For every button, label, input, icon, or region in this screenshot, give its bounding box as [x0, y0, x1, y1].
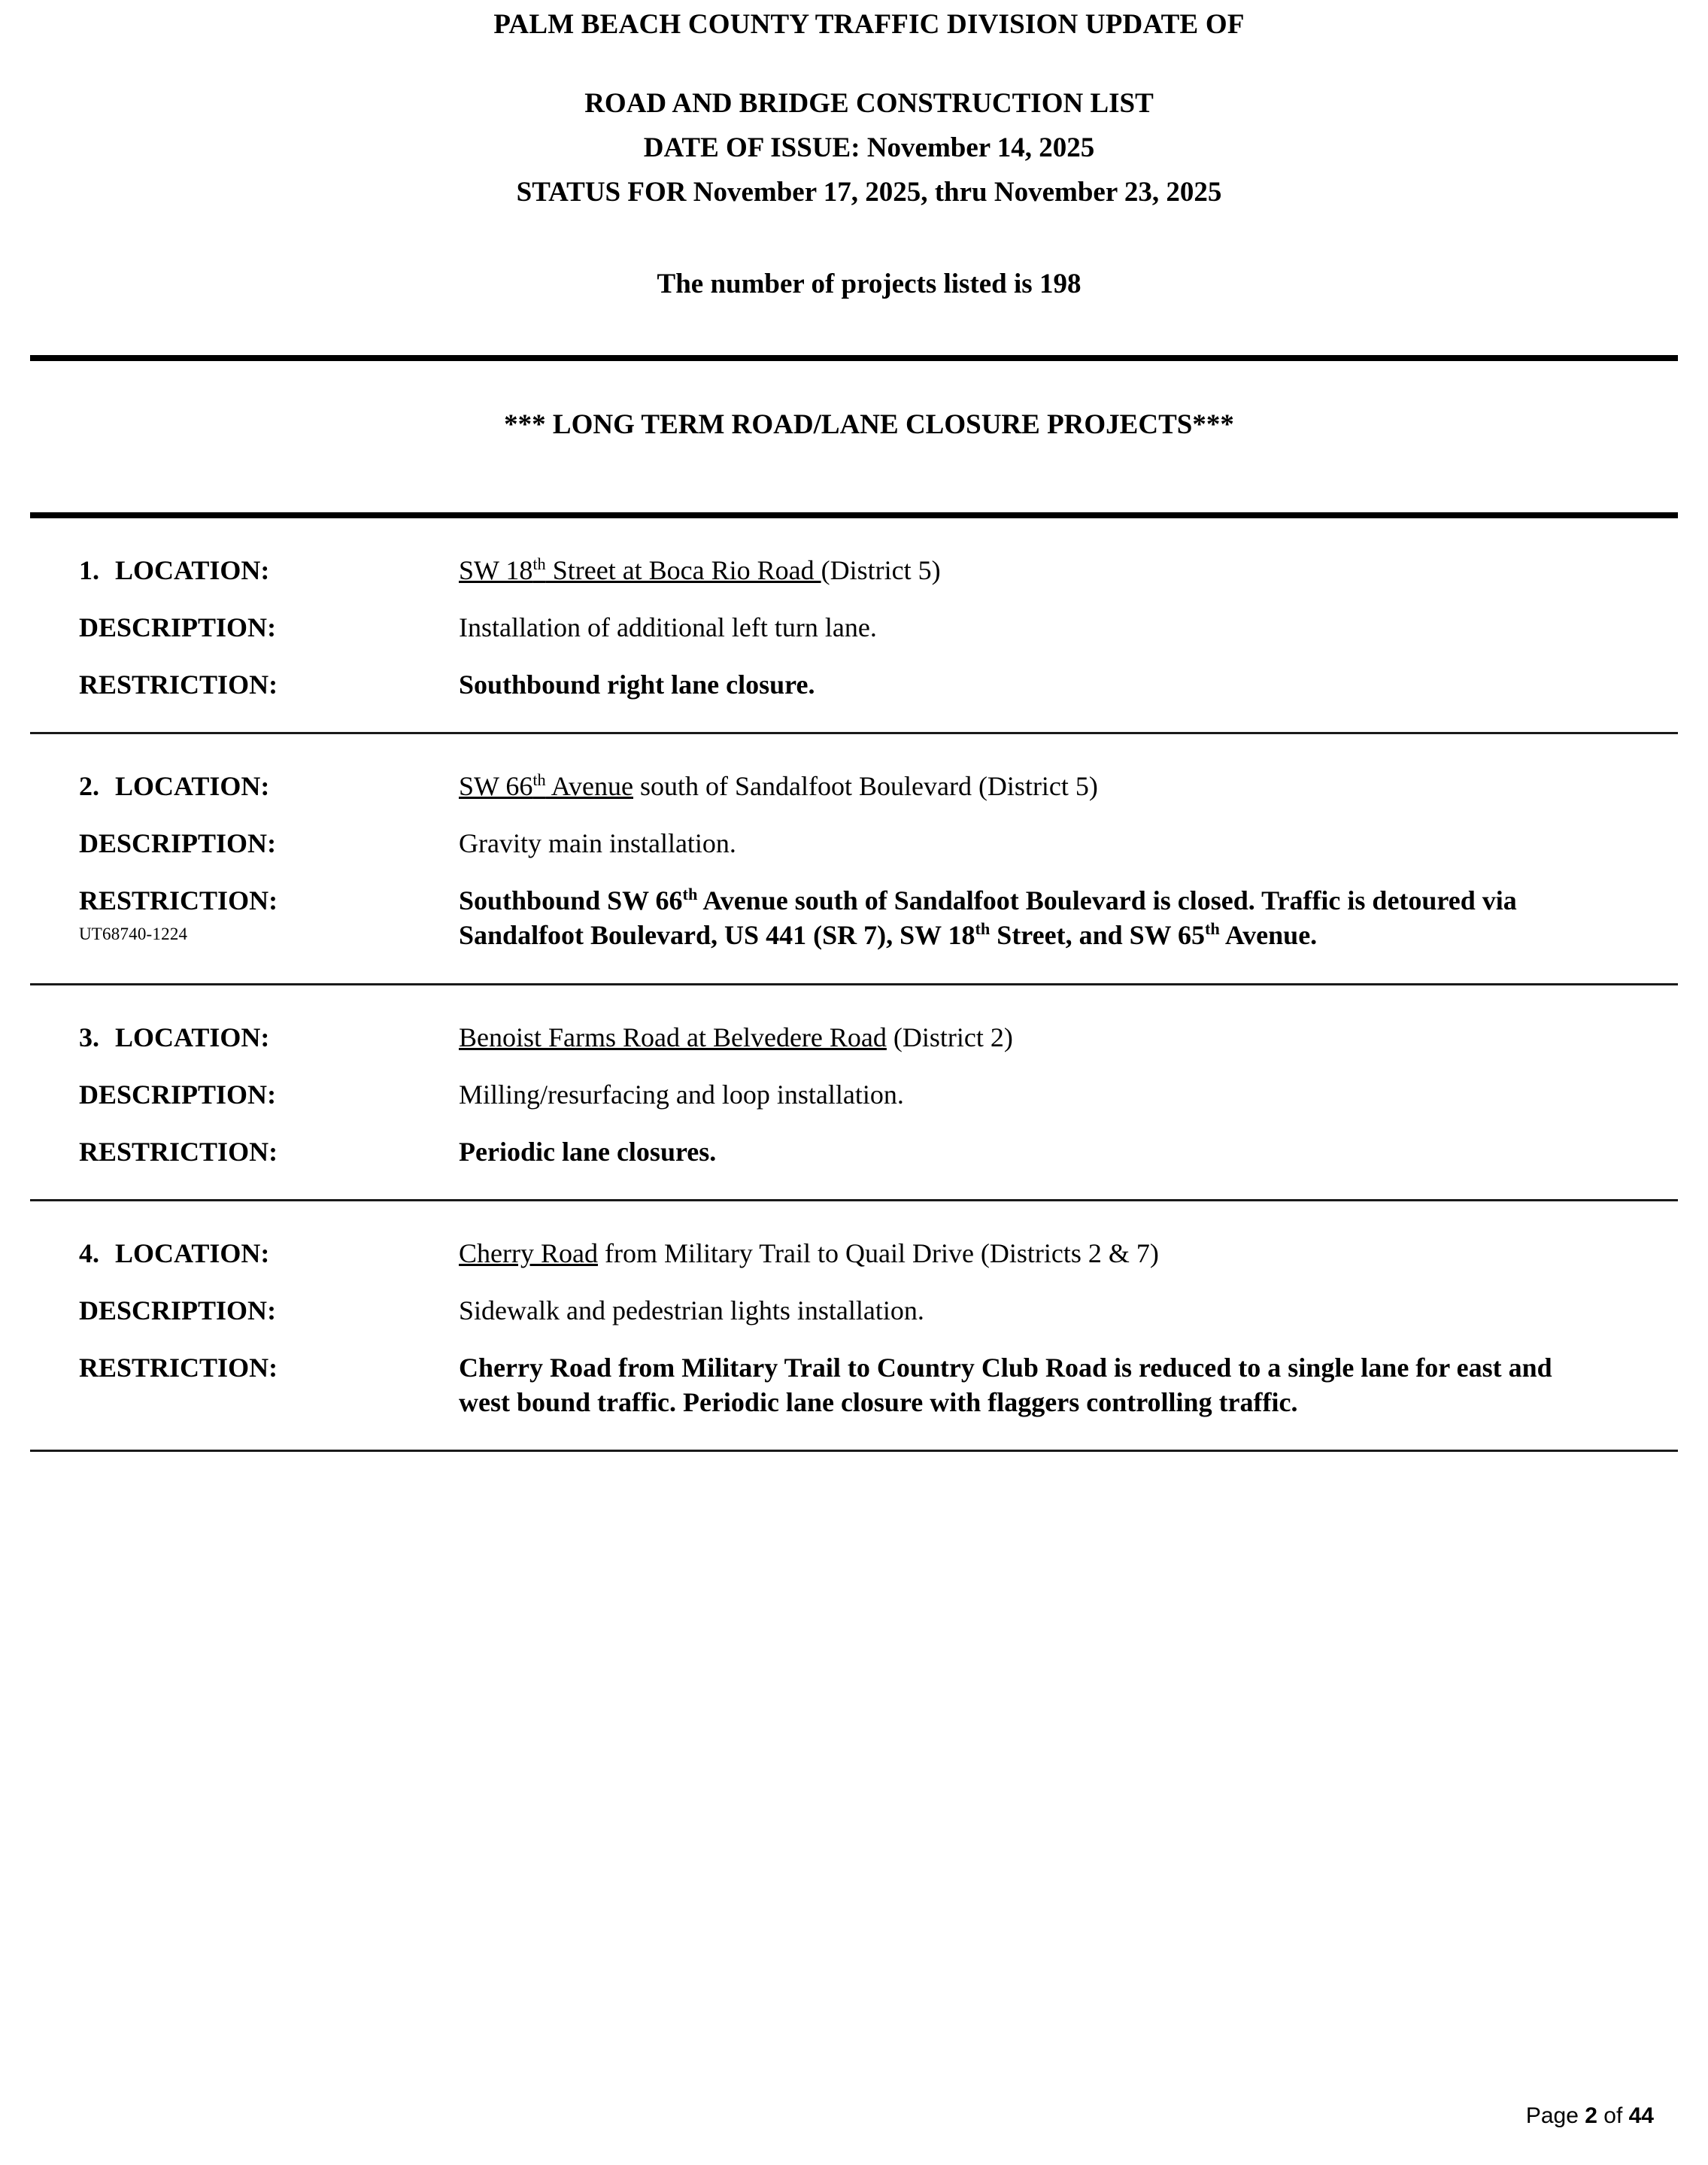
ordinal-suffix: th — [532, 770, 546, 790]
label-colon: : — [260, 1022, 270, 1052]
location-underlined: Cherry Road — [459, 1237, 598, 1268]
divider-thick-below-section-heading — [30, 512, 1678, 518]
restriction-row — [30, 883, 1678, 952]
restriction-label-text: RESTRICTION — [79, 1136, 269, 1167]
location-label-text: LOCATION — [115, 1022, 261, 1052]
restriction-value: Periodic lane closures. — [459, 1136, 717, 1167]
restriction-label — [30, 1134, 459, 1169]
footer-total-pages: 44 — [1628, 2103, 1654, 2128]
document-title-sub: ROAD AND BRIDGE CONSTRUCTION LIST — [584, 88, 1154, 119]
date-of-issue-label: DATE OF ISSUE: — [643, 132, 860, 163]
entry-number: 4. — [79, 1237, 99, 1268]
location-plain: from Military Trail to Quail Drive (Districts 2 & 7) — [597, 1237, 1159, 1268]
footer-middle: of — [1597, 2103, 1629, 2128]
description-label — [30, 826, 459, 861]
label-colon: : — [268, 885, 278, 916]
restriction-reference-number: UT68740-1224 — [79, 925, 188, 944]
description-label — [30, 1293, 459, 1328]
divider-thick-top — [30, 355, 1678, 361]
ordinal-suffix: th — [1205, 919, 1220, 939]
entry-number: 1. — [79, 555, 99, 585]
restriction-row — [30, 1350, 1678, 1420]
restriction-label — [30, 1350, 459, 1385]
document-title-main: PALM BEACH COUNTY TRAFFIC DIVISION UPDATE OF — [493, 9, 1245, 40]
location-value — [459, 1020, 1594, 1055]
footer-current-page: 2 — [1585, 2103, 1597, 2128]
label-colon: : — [268, 670, 278, 700]
project-entry — [30, 518, 1678, 732]
location-label-text: LOCATION — [115, 1237, 261, 1268]
description-row — [30, 610, 1678, 645]
description-value: Sidewalk and pedestrian lights installation. — [459, 1295, 924, 1325]
location-label — [30, 1236, 459, 1271]
location-row — [30, 553, 1678, 588]
description-value: Installation of additional left turn lane. — [459, 612, 877, 643]
label-colon: : — [260, 1237, 270, 1268]
document-header — [0, 0, 1708, 298]
location-underlined: SW 66th Avenue — [459, 770, 634, 802]
project-entry — [30, 734, 1678, 982]
project-count-line: The number of projects listed is 198 — [657, 269, 1082, 299]
entries-list — [0, 518, 1708, 1452]
restriction-value: Southbound SW 66th Avenue south of Sandalfoot Boulevard is closed. Traffic is detoured via Sandalfoot Boulevard, US 441 (SR 7), SW 18th Street, and SW 65th Avenue. — [459, 885, 1517, 951]
entry-number: 3. — [79, 1022, 99, 1052]
label-colon: : — [268, 1136, 278, 1167]
location-plain: south of Sandalfoot Boulevard (District 5) — [633, 771, 1098, 802]
ordinal-suffix: th — [532, 554, 546, 573]
label-colon: : — [260, 555, 270, 585]
location-label — [30, 1020, 459, 1055]
restriction-label — [30, 667, 459, 702]
location-plain: (District 5) — [821, 555, 941, 585]
location-row — [30, 769, 1678, 803]
restriction-value: Cherry Road from Military Trail to Country Club Road is reduced to a single lane for east and west bound traffic. Periodic lane closure with flaggers controlling traffic. — [459, 1352, 1552, 1418]
location-label — [30, 769, 459, 803]
project-entry — [30, 1201, 1678, 1450]
description-label-text: DESCRIPTION — [79, 1079, 268, 1110]
location-underlined: SW 18th Street at Boca Rio Road — [459, 554, 821, 585]
status-for-value: November 17, 2025, thru November 23, 2025 — [686, 177, 1222, 208]
description-label — [30, 1077, 459, 1112]
label-colon: : — [267, 1295, 277, 1325]
description-row — [30, 1293, 1678, 1328]
restriction-label — [30, 883, 459, 945]
label-colon: : — [267, 1079, 277, 1110]
project-entry — [30, 985, 1678, 1199]
restriction-label-text: RESTRICTION — [79, 1352, 269, 1383]
location-label — [30, 553, 459, 588]
description-row — [30, 826, 1678, 861]
page-footer — [1526, 2103, 1654, 2129]
label-colon: : — [260, 771, 270, 802]
location-value — [459, 769, 1594, 803]
location-value — [459, 1236, 1594, 1271]
label-colon: : — [268, 1352, 278, 1383]
divider-thin — [30, 1450, 1678, 1452]
restriction-label-text: RESTRICTION — [79, 885, 269, 916]
ordinal-suffix: th — [682, 885, 698, 904]
description-label-text: DESCRIPTION — [79, 612, 268, 643]
location-label-text: LOCATION — [115, 771, 261, 802]
label-colon: : — [267, 828, 277, 859]
location-label-text: LOCATION — [115, 555, 261, 585]
restriction-row — [30, 667, 1678, 702]
date-of-issue-value: November 14, 2025 — [860, 132, 1095, 163]
description-label-text: DESCRIPTION — [79, 1295, 268, 1325]
location-row — [30, 1236, 1678, 1271]
restriction-value: Southbound right lane closure. — [459, 670, 815, 700]
description-label — [30, 610, 459, 645]
date-of-issue-line — [0, 117, 1708, 162]
location-value — [459, 553, 1594, 588]
location-plain: (District 2) — [886, 1022, 1013, 1052]
ordinal-suffix: th — [975, 919, 991, 939]
location-underlined: Benoist Farms Road at Belvedere Road — [459, 1022, 887, 1052]
label-colon: : — [267, 612, 277, 643]
status-for-line — [0, 162, 1708, 206]
restriction-label-text: RESTRICTION — [79, 670, 269, 700]
description-value: Gravity main installation. — [459, 828, 736, 859]
status-for-label: STATUS FOR — [516, 177, 687, 208]
location-row — [30, 1020, 1678, 1055]
footer-prefix: Page — [1525, 2103, 1585, 2128]
description-label-text: DESCRIPTION — [79, 828, 268, 859]
description-value: Milling/resurfacing and loop installation. — [459, 1079, 904, 1110]
description-row — [30, 1077, 1678, 1112]
entry-number: 2. — [79, 771, 99, 802]
section-heading-long-term: *** LONG TERM ROAD/LANE CLOSURE PROJECTS*** — [504, 409, 1234, 440]
restriction-row — [30, 1134, 1678, 1169]
